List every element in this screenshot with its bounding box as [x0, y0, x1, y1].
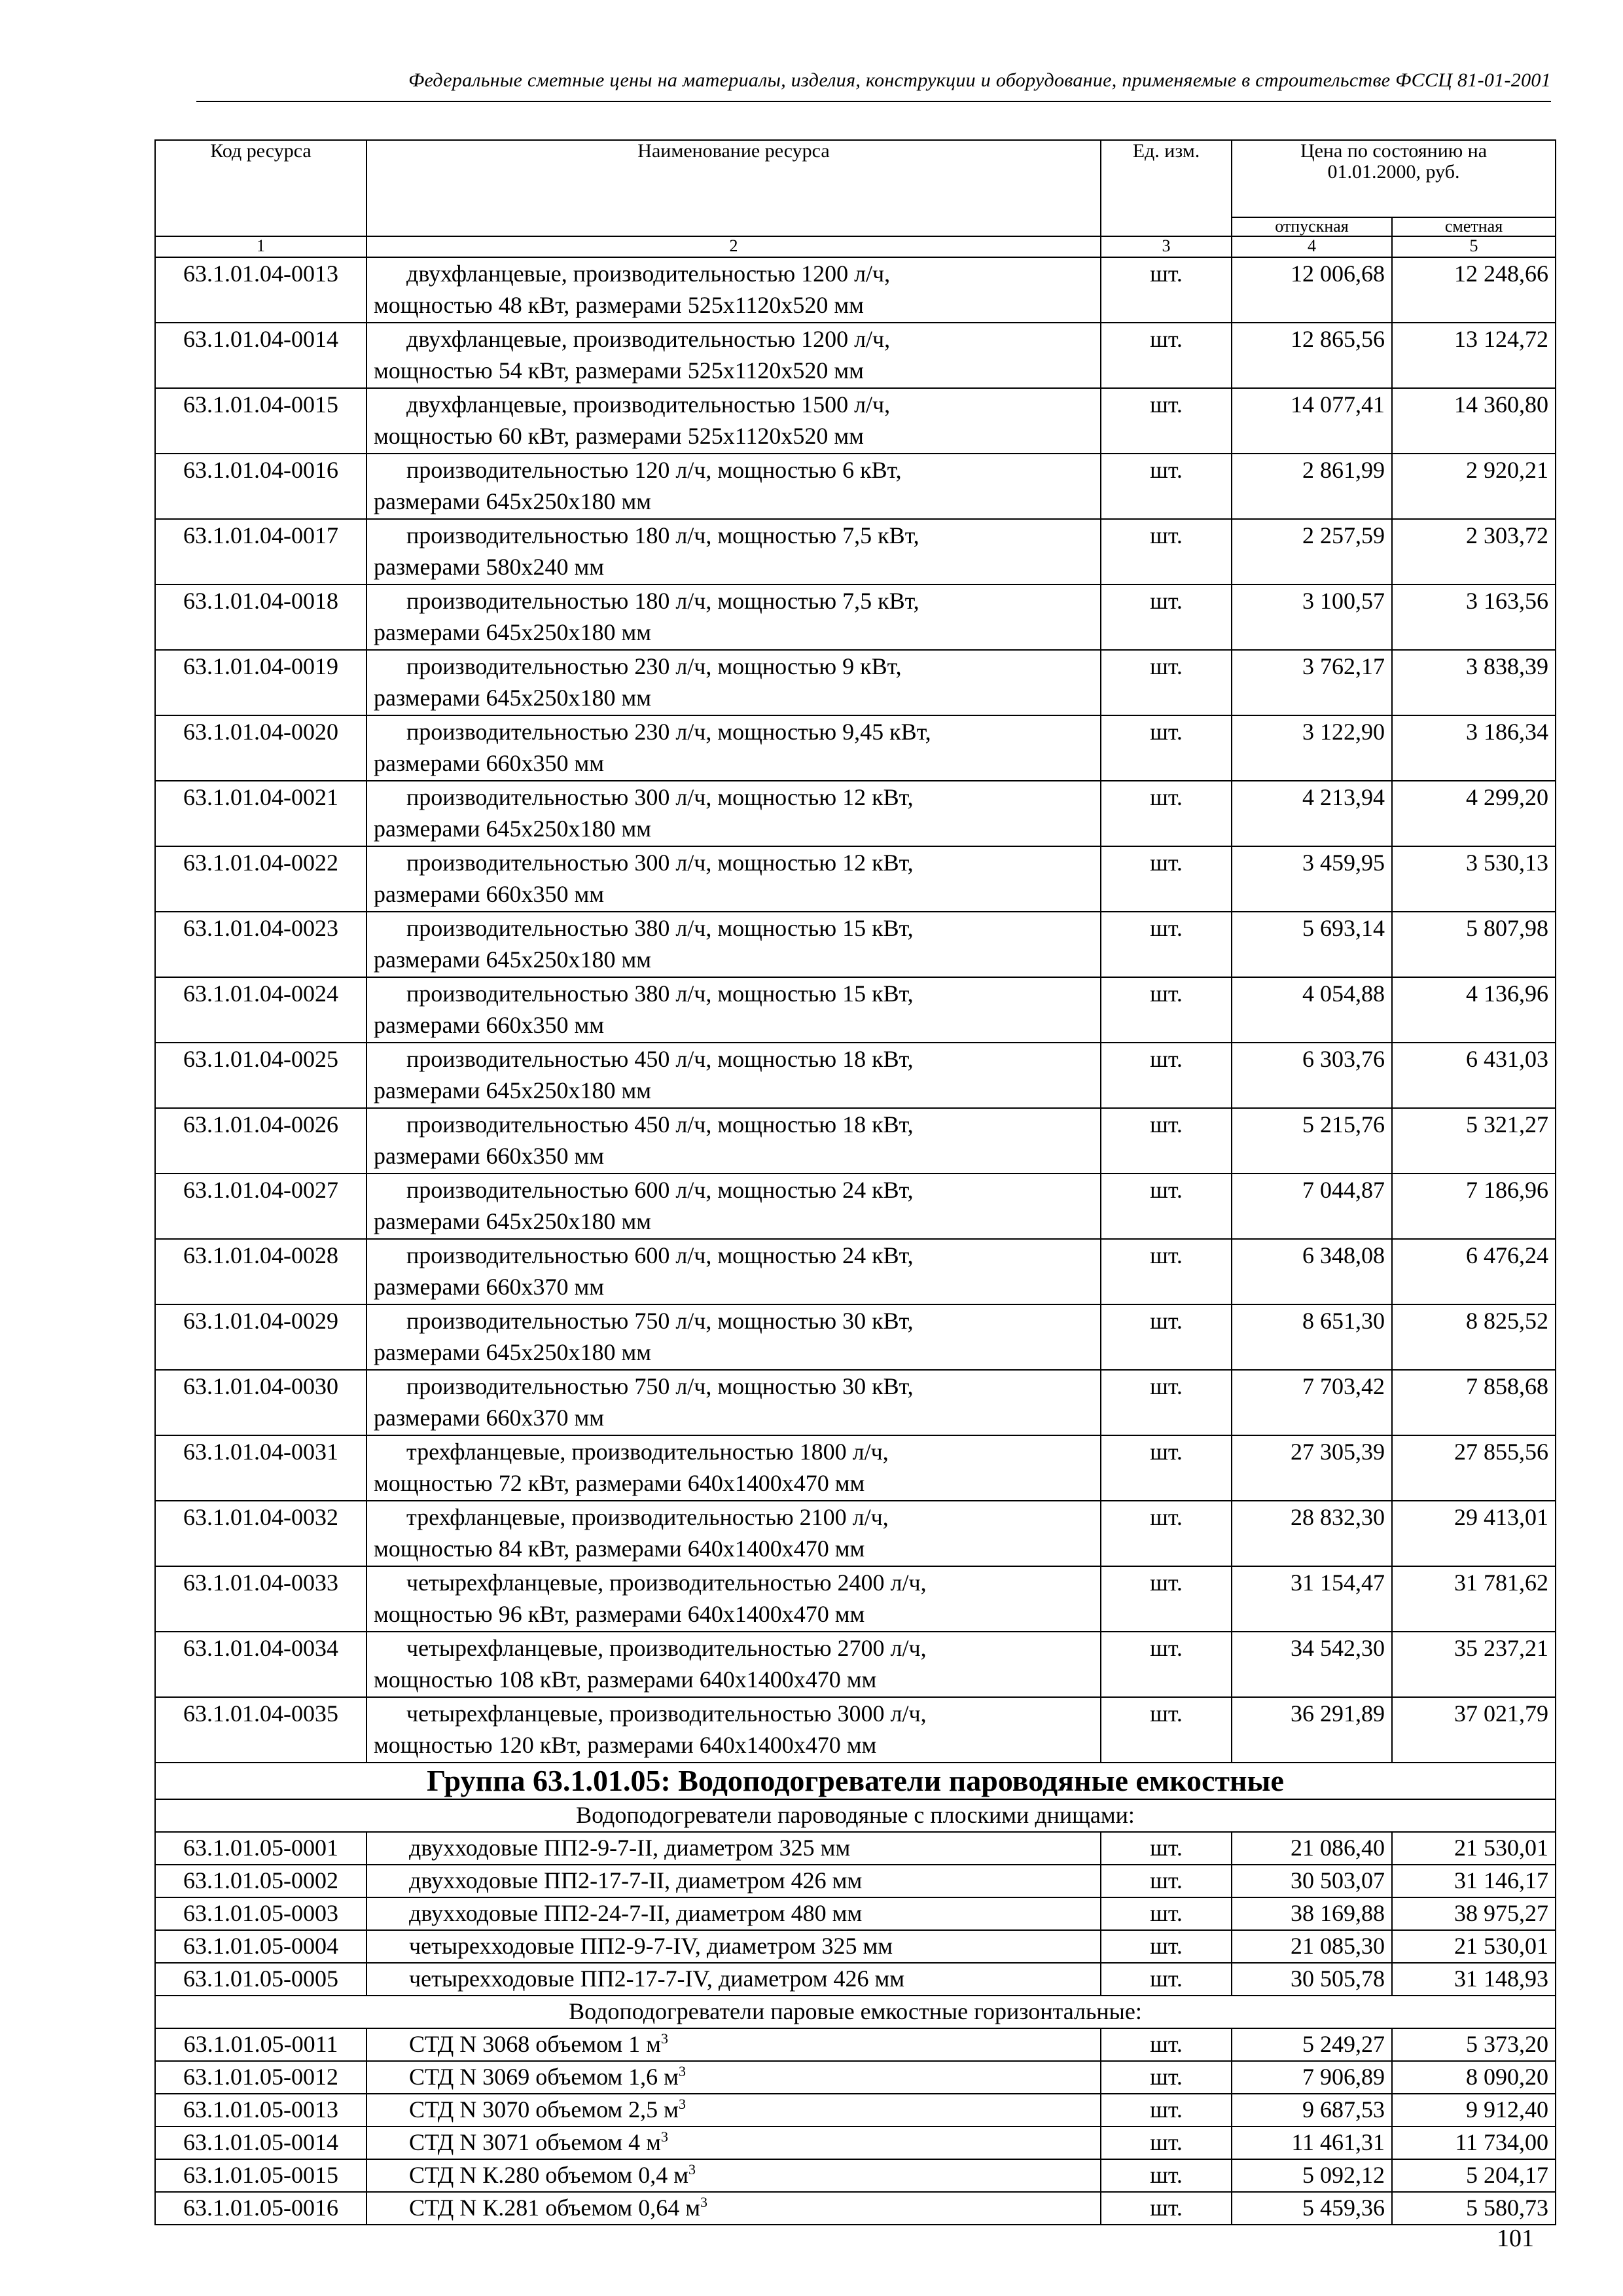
name-line-2: мощностью 48 кВт, размерами 525х1120х520 мм [374, 292, 864, 318]
estimate-price: 29 413,01 [1392, 1501, 1556, 1566]
release-price: 30 503,07 [1232, 1865, 1392, 1897]
estimate-price: 38 975,27 [1392, 1897, 1556, 1930]
name-line-2: мощностью 60 кВт, размерами 525х1120х520 мм [374, 423, 864, 449]
release-price: 34 542,30 [1232, 1632, 1392, 1697]
name-line-1: производительностью 120 л/ч, мощностью 6 кВт, [406, 457, 902, 483]
col-number: 2 [366, 236, 1101, 257]
unit-exponent: 3 [678, 2096, 686, 2112]
resource-name [366, 1108, 1101, 1174]
estimate-price: 3 530,13 [1392, 846, 1556, 912]
unit: шт. [1101, 1304, 1232, 1370]
estimate-price: 7 186,96 [1392, 1174, 1556, 1239]
resource-name: двухходовые ПП2-9-7-II, диаметром 325 мм [366, 1832, 1101, 1865]
unit: шт. [1101, 1930, 1232, 1963]
resource-code: 63.1.01.04-0024 [155, 977, 366, 1043]
release-price: 8 651,30 [1232, 1304, 1392, 1370]
table-row [155, 584, 1556, 650]
table-row [155, 1108, 1556, 1174]
resource-code: 63.1.01.04-0016 [155, 454, 366, 519]
estimate-price: 11 734,00 [1392, 2126, 1556, 2159]
unit: шт. [1101, 1174, 1232, 1239]
name-line-1: производительностью 300 л/ч, мощностью 12 кВт, [406, 784, 914, 810]
release-price: 31 154,47 [1232, 1566, 1392, 1632]
name-line-2: мощностью 84 кВт, размерами 640х1400х470 мм [374, 1535, 865, 1562]
name-line-2: мощностью 108 кВт, размерами 640х1400х470 мм [374, 1666, 877, 1693]
resource-name [366, 257, 1101, 323]
table-row [155, 1897, 1556, 1930]
release-price: 12 865,56 [1232, 323, 1392, 388]
resource-code: 63.1.01.05-0013 [155, 2094, 366, 2126]
unit: шт. [1101, 1108, 1232, 1174]
resource-name [366, 454, 1101, 519]
estimate-price: 37 021,79 [1392, 1697, 1556, 1763]
name-line-1: производительностью 380 л/ч, мощностью 15 кВт, [406, 980, 914, 1007]
name-line-1: производительностью 380 л/ч, мощностью 15 кВт, [406, 915, 914, 941]
unit: шт. [1101, 2094, 1232, 2126]
name-line-2: размерами 660х350 мм [374, 881, 605, 907]
resource-code: 63.1.01.04-0021 [155, 781, 366, 846]
release-price: 5 249,27 [1232, 2028, 1392, 2061]
unit: шт. [1101, 977, 1232, 1043]
running-header: Федеральные сметные цены на материалы, изделия, конструкции и оборудование, применяемые в строительстве ФССЦ 81-01-2001 [408, 69, 1551, 91]
table-row [155, 1963, 1556, 1996]
resource-code: 63.1.01.04-0035 [155, 1697, 366, 1763]
table-row [155, 323, 1556, 388]
resource-code: 63.1.01.04-0028 [155, 1239, 366, 1304]
name-line-2: мощностью 120 кВт, размерами 640х1400х470 мм [374, 1732, 877, 1758]
release-price: 28 832,30 [1232, 1501, 1392, 1566]
resource-code: 63.1.01.04-0034 [155, 1632, 366, 1697]
unit: шт. [1101, 257, 1232, 323]
name-line-2: размерами 645х250х180 мм [374, 1208, 652, 1234]
name-text: СТД N 3070 объемом 2,5 м [409, 2096, 679, 2123]
unit: шт. [1101, 2159, 1232, 2192]
name-line-1: четырехфланцевые, производительностью 2400 л/ч, [406, 1570, 927, 1596]
estimate-price: 3 186,34 [1392, 715, 1556, 781]
unit: шт. [1101, 519, 1232, 584]
resource-name: четырехходовые ПП2-17-7-IV, диаметром 426 мм [366, 1963, 1101, 1996]
resource-name: четырехходовые ПП2-9-7-IV, диаметром 325 мм [366, 1930, 1101, 1963]
unit: шт. [1101, 1697, 1232, 1763]
estimate-price: 3 163,56 [1392, 584, 1556, 650]
unit-exponent: 3 [678, 2063, 686, 2079]
resource-name [366, 2028, 1101, 2061]
name-line-1: трехфланцевые, производительностью 2100 л/ч, [406, 1504, 889, 1530]
estimate-price: 6 431,03 [1392, 1043, 1556, 1108]
table-row [155, 2094, 1556, 2126]
name-text: СТД N К.281 объемом 0,64 м [409, 2195, 700, 2221]
resource-name [366, 650, 1101, 715]
resource-code: 63.1.01.04-0014 [155, 323, 366, 388]
name-line-1: производительностью 450 л/ч, мощностью 18 кВт, [406, 1111, 914, 1138]
name-line-2: мощностью 54 кВт, размерами 525х1120х520 мм [374, 357, 864, 384]
resource-name [366, 1501, 1101, 1566]
release-price: 27 305,39 [1232, 1435, 1392, 1501]
unit: шт. [1101, 388, 1232, 454]
unit: шт. [1101, 1897, 1232, 1930]
resource-code: 63.1.01.04-0027 [155, 1174, 366, 1239]
release-price: 5 693,14 [1232, 912, 1392, 977]
resource-name [366, 1370, 1101, 1435]
resource-name [366, 1304, 1101, 1370]
name-line-2: размерами 660х350 мм [374, 1143, 605, 1169]
estimate-price: 7 858,68 [1392, 1370, 1556, 1435]
resource-name [366, 2159, 1101, 2192]
resource-code: 63.1.01.05-0014 [155, 2126, 366, 2159]
resource-name [366, 388, 1101, 454]
unit: шт. [1101, 781, 1232, 846]
unit: шт. [1101, 1865, 1232, 1897]
unit-exponent: 3 [688, 2161, 696, 2178]
name-line-1: двухфланцевые, производительностью 1200 л/ч, [406, 326, 891, 352]
release-price: 4 054,88 [1232, 977, 1392, 1043]
table-row [155, 1370, 1556, 1435]
resource-name [366, 1174, 1101, 1239]
table-row [155, 1304, 1556, 1370]
unit: шт. [1101, 1832, 1232, 1865]
table-row [155, 1239, 1556, 1304]
unit-exponent: 3 [700, 2194, 707, 2210]
resource-code: 63.1.01.04-0023 [155, 912, 366, 977]
estimate-price: 2 920,21 [1392, 454, 1556, 519]
release-price: 3 459,95 [1232, 846, 1392, 912]
col-header-name: Наименование ресурса [366, 140, 1101, 236]
col-number: 3 [1101, 236, 1232, 257]
unit: шт. [1101, 1632, 1232, 1697]
release-price: 9 687,53 [1232, 2094, 1392, 2126]
table-row [155, 912, 1556, 977]
resource-name [366, 977, 1101, 1043]
resource-name [366, 2061, 1101, 2094]
resource-code: 63.1.01.05-0003 [155, 1897, 366, 1930]
release-price: 3 122,90 [1232, 715, 1392, 781]
resource-name [366, 1435, 1101, 1501]
unit: шт. [1101, 1239, 1232, 1304]
table-row [155, 1632, 1556, 1697]
estimate-price: 8 825,52 [1392, 1304, 1556, 1370]
unit: шт. [1101, 323, 1232, 388]
name-line-1: производительностью 180 л/ч, мощностью 7,5 кВт, [406, 588, 919, 614]
release-price: 21 085,30 [1232, 1930, 1392, 1963]
resource-name [366, 1043, 1101, 1108]
release-price: 6 348,08 [1232, 1239, 1392, 1304]
table-row [155, 977, 1556, 1043]
resource-code: 63.1.01.04-0031 [155, 1435, 366, 1501]
unit: шт. [1101, 454, 1232, 519]
col-header-code: Код ресурса [155, 140, 366, 236]
name-text: СТД N 3071 объемом 4 м [409, 2129, 661, 2155]
estimate-price: 14 360,80 [1392, 388, 1556, 454]
price-table [154, 139, 1556, 2225]
unit: шт. [1101, 1043, 1232, 1108]
name-line-2: размерами 645х250х180 мм [374, 816, 652, 842]
estimate-price: 31 781,62 [1392, 1566, 1556, 1632]
estimate-price: 5 807,98 [1392, 912, 1556, 977]
table-row [155, 388, 1556, 454]
estimate-price: 35 237,21 [1392, 1632, 1556, 1697]
resource-code: 63.1.01.04-0020 [155, 715, 366, 781]
estimate-price: 12 248,66 [1392, 257, 1556, 323]
resource-name [366, 1697, 1101, 1763]
unit-exponent: 3 [660, 2030, 668, 2047]
name-line-1: производительностью 450 л/ч, мощностью 18 кВт, [406, 1046, 914, 1072]
estimate-price: 27 855,56 [1392, 1435, 1556, 1501]
resource-code: 63.1.01.05-0015 [155, 2159, 366, 2192]
resource-name [366, 323, 1101, 388]
resource-name [366, 1566, 1101, 1632]
unit: шт. [1101, 2028, 1232, 2061]
estimate-price: 5 321,27 [1392, 1108, 1556, 1174]
release-price: 21 086,40 [1232, 1832, 1392, 1865]
resource-name [366, 519, 1101, 584]
resource-name [366, 846, 1101, 912]
resource-code: 63.1.01.04-0019 [155, 650, 366, 715]
resource-code: 63.1.01.04-0032 [155, 1501, 366, 1566]
name-text: СТД N 3069 объемом 1,6 м [409, 2064, 679, 2090]
estimate-price: 4 299,20 [1392, 781, 1556, 846]
table-row [155, 781, 1556, 846]
name-line-1: двухфланцевые, производительностью 1200 л/ч, [406, 260, 891, 287]
estimate-price: 5 373,20 [1392, 2028, 1556, 2061]
release-price: 3 100,57 [1232, 584, 1392, 650]
unit: шт. [1101, 1963, 1232, 1996]
name-line-1: производительностью 180 л/ч, мощностью 7,5 кВт, [406, 522, 919, 548]
unit: шт. [1101, 715, 1232, 781]
unit: шт. [1101, 912, 1232, 977]
name-line-1: двухфланцевые, производительностью 1500 л/ч, [406, 391, 891, 418]
name-line-2: размерами 645х250х180 мм [374, 488, 652, 514]
resource-code: 63.1.01.05-0002 [155, 1865, 366, 1897]
col-header-release: отпускная [1232, 217, 1392, 236]
unit: шт. [1101, 1501, 1232, 1566]
group-05-section [155, 1763, 1556, 1832]
release-price: 5 215,76 [1232, 1108, 1392, 1174]
name-line-1: четырехфланцевые, производительностью 2700 л/ч, [406, 1635, 927, 1661]
table-row [155, 2028, 1556, 2061]
name-line-2: размерами 645х250х180 мм [374, 619, 652, 645]
table-row [155, 2126, 1556, 2159]
col-number: 1 [155, 236, 366, 257]
estimate-price: 8 090,20 [1392, 2061, 1556, 2094]
header-rule [196, 101, 1551, 102]
estimate-price: 21 530,01 [1392, 1930, 1556, 1963]
unit: шт. [1101, 1435, 1232, 1501]
resource-code: 63.1.01.04-0026 [155, 1108, 366, 1174]
resource-name [366, 2126, 1101, 2159]
release-price: 38 169,88 [1232, 1897, 1392, 1930]
release-price: 7 044,87 [1232, 1174, 1392, 1239]
unit: шт. [1101, 2061, 1232, 2094]
estimate-price: 5 580,73 [1392, 2192, 1556, 2225]
subgroup-title: Водоподогреватели паровые емкостные горизонтальные: [155, 1996, 1556, 2028]
resource-code: 63.1.01.04-0013 [155, 257, 366, 323]
release-price: 5 092,12 [1232, 2159, 1392, 2192]
release-price: 12 006,68 [1232, 257, 1392, 323]
resource-name [366, 2192, 1101, 2225]
table-row [155, 846, 1556, 912]
unit: шт. [1101, 1566, 1232, 1632]
name-line-1: производительностью 750 л/ч, мощностью 30 кВт, [406, 1373, 914, 1399]
resource-name: двухходовые ПП2-24-7-II, диаметром 480 мм [366, 1897, 1101, 1930]
resource-code: 63.1.01.05-0012 [155, 2061, 366, 2094]
table-row [155, 1501, 1556, 1566]
resource-code: 63.1.01.04-0018 [155, 584, 366, 650]
resource-name [366, 1632, 1101, 1697]
unit-exponent: 3 [660, 2128, 668, 2145]
resource-code: 63.1.01.05-0016 [155, 2192, 366, 2225]
column-number-row [155, 236, 1556, 257]
table-row [155, 257, 1556, 323]
release-price: 2 861,99 [1232, 454, 1392, 519]
name-line-1: производительностью 230 л/ч, мощностью 9,45 кВт, [406, 719, 931, 745]
table-row [155, 1865, 1556, 1897]
estimate-price: 31 146,17 [1392, 1865, 1556, 1897]
name-line-2: мощностью 72 кВт, размерами 640х1400х470 мм [374, 1470, 865, 1496]
release-price: 36 291,89 [1232, 1697, 1392, 1763]
estimate-price: 4 136,96 [1392, 977, 1556, 1043]
resource-code: 63.1.01.04-0015 [155, 388, 366, 454]
table-row [155, 1930, 1556, 1963]
unit: шт. [1101, 2126, 1232, 2159]
table-row [155, 519, 1556, 584]
unit: шт. [1101, 846, 1232, 912]
unit: шт. [1101, 650, 1232, 715]
name-text: СТД N К.280 объемом 0,4 м [409, 2162, 688, 2188]
table-row [155, 2061, 1556, 2094]
resource-code: 63.1.01.05-0005 [155, 1963, 366, 1996]
release-price: 3 762,17 [1232, 650, 1392, 715]
table-row [155, 715, 1556, 781]
release-price: 5 459,36 [1232, 2192, 1392, 2225]
table-row [155, 1832, 1556, 1865]
name-line-1: четырехфланцевые, производительностью 3000 л/ч, [406, 1700, 927, 1727]
col-header-unit: Ед. изм. [1101, 140, 1232, 236]
release-price: 14 077,41 [1232, 388, 1392, 454]
rows-flat-bottom [155, 1832, 1556, 1996]
table-row [155, 1174, 1556, 1239]
resource-name [366, 715, 1101, 781]
release-price: 2 257,59 [1232, 519, 1392, 584]
resource-code: 63.1.01.04-0030 [155, 1370, 366, 1435]
table-row [155, 1697, 1556, 1763]
name-line-1: производительностью 600 л/ч, мощностью 24 кВт, [406, 1242, 914, 1268]
resource-code: 63.1.01.05-0011 [155, 2028, 366, 2061]
col-number: 5 [1392, 236, 1556, 257]
name-line-2: размерами 645х250х180 мм [374, 1339, 652, 1365]
resource-name: двухходовые ПП2-17-7-II, диаметром 426 мм [366, 1865, 1101, 1897]
table-row [155, 650, 1556, 715]
name-line-2: мощностью 96 кВт, размерами 640х1400х470 мм [374, 1601, 865, 1627]
estimate-price: 2 303,72 [1392, 519, 1556, 584]
table-row [155, 1435, 1556, 1501]
name-line-2: размерами 580х240 мм [374, 554, 605, 580]
unit: шт. [1101, 1370, 1232, 1435]
page-number: 101 [1497, 2225, 1534, 2252]
release-price: 30 505,78 [1232, 1963, 1392, 1996]
name-text: СТД N 3068 объемом 1 м [409, 2031, 661, 2057]
rows-group-04 [155, 257, 1556, 1763]
name-line-2: размерами 645х250х180 мм [374, 685, 652, 711]
release-price: 6 303,76 [1232, 1043, 1392, 1108]
name-line-2: размерами 645х250х180 мм [374, 946, 652, 973]
rows-horizontal [155, 2028, 1556, 2225]
resource-code: 63.1.01.04-0029 [155, 1304, 366, 1370]
subgroup2-section [155, 1996, 1556, 2028]
subgroup-title: Водоподогреватели пароводяные с плоскими днищами: [155, 1799, 1556, 1832]
release-price: 4 213,94 [1232, 781, 1392, 846]
name-line-1: производительностью 230 л/ч, мощностью 9 кВт, [406, 653, 902, 679]
resource-name [366, 912, 1101, 977]
name-line-2: размерами 660х370 мм [374, 1405, 605, 1431]
estimate-price: 9 912,40 [1392, 2094, 1556, 2126]
estimate-price: 3 838,39 [1392, 650, 1556, 715]
estimate-price: 6 476,24 [1392, 1239, 1556, 1304]
unit: шт. [1101, 584, 1232, 650]
unit: шт. [1101, 2192, 1232, 2225]
resource-code: 63.1.01.05-0001 [155, 1832, 366, 1865]
table-row [155, 1043, 1556, 1108]
resource-name [366, 781, 1101, 846]
table-row [155, 1566, 1556, 1632]
name-line-2: размерами 660х350 мм [374, 1012, 605, 1038]
release-price: 11 461,31 [1232, 2126, 1392, 2159]
resource-code: 63.1.01.05-0004 [155, 1930, 366, 1963]
name-line-2: размерами 645х250х180 мм [374, 1077, 652, 1103]
release-price: 7 703,42 [1232, 1370, 1392, 1435]
col-number: 4 [1232, 236, 1392, 257]
resource-code: 63.1.01.04-0017 [155, 519, 366, 584]
resource-code: 63.1.01.04-0022 [155, 846, 366, 912]
estimate-price: 13 124,72 [1392, 323, 1556, 388]
estimate-price: 21 530,01 [1392, 1832, 1556, 1865]
resource-code: 63.1.01.04-0033 [155, 1566, 366, 1632]
name-line-1: производительностью 750 л/ч, мощностью 30 кВт, [406, 1308, 914, 1334]
table-row [155, 454, 1556, 519]
col-header-price: Цена по состоянию на 01.01.2000, руб. [1232, 140, 1556, 217]
name-line-2: размерами 660х350 мм [374, 750, 605, 776]
estimate-price: 31 148,93 [1392, 1963, 1556, 1996]
release-price: 7 906,89 [1232, 2061, 1392, 2094]
resource-name [366, 2094, 1101, 2126]
table-row [155, 2159, 1556, 2192]
name-line-1: производительностью 600 л/ч, мощностью 24 кВт, [406, 1177, 914, 1203]
resource-name [366, 584, 1101, 650]
name-line-1: трехфланцевые, производительностью 1800 л/ч, [406, 1439, 889, 1465]
name-line-2: размерами 660х370 мм [374, 1274, 605, 1300]
group-title: Группа 63.1.01.05: Водоподогреватели пароводяные емкостные [155, 1763, 1556, 1799]
estimate-price: 5 204,17 [1392, 2159, 1556, 2192]
resource-name [366, 1239, 1101, 1304]
table-row [155, 2192, 1556, 2225]
resource-code: 63.1.01.04-0025 [155, 1043, 366, 1108]
col-header-estimate: сметная [1392, 217, 1556, 236]
name-line-1: производительностью 300 л/ч, мощностью 12 кВт, [406, 850, 914, 876]
